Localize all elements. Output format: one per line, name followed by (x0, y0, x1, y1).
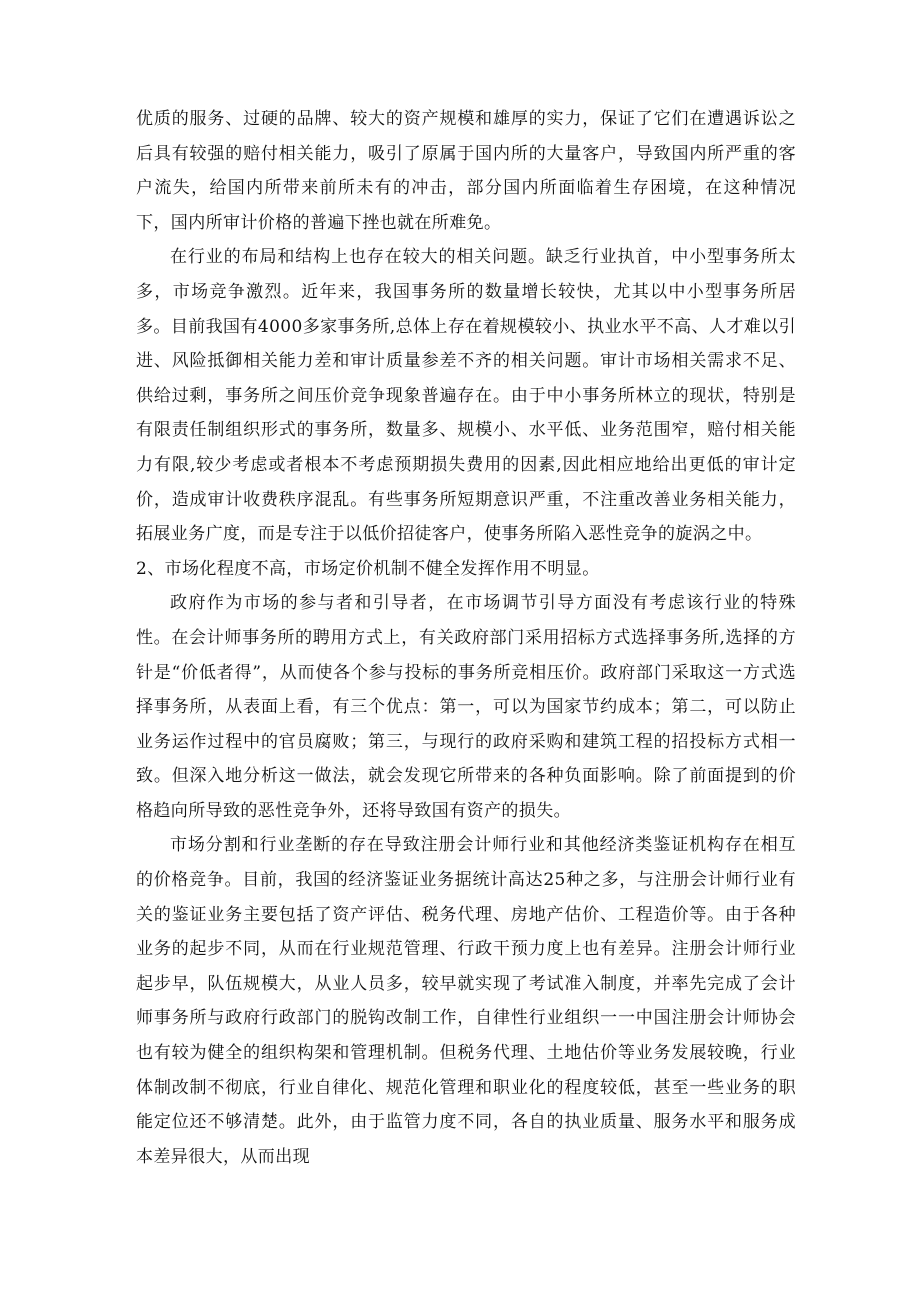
paragraph-1: 优质的服务、过硬的品牌、较大的资产规模和雄厚的实力，保证了它们在遭遇诉讼之后具有较强的赔付相关能力，吸引了原属于国内所的大量客户，导致国内所严重的客户流失，给国内所带来前所未有的冲击，部分国内所面临着生存困境，在这种情况下，国内所审计价格的普遍下挫也就在所难免。 (136, 109, 796, 233)
document-body (136, 102, 796, 1174)
paragraph-4: 市场分割和行业垄断的存在导致注册会计师行业和其他经济类鉴证机构存在相互的价格竞争。目前，我国的经济鉴证业务据统计高达25种之多，与注册会计师行业有关的鉴证业务主要包括了资产评估、税务代理、房地产估价、工程造价等。由于各种业务的起步不同，从而在行业规范管理、行政干预力度上也有差异。注册会计师行业起步早，队伍规模大，从业人员多，较早就实现了考试准入制度，并率先完成了会计师事务所与政府行政部门的脱钩改制工作，自律性行业组织一一中国注册会计师协会也有较为健全的组织构架和管理机制。但税务代理、土地估价等业务发展较晚，行业体制改制不彻底，行业自律化、规范化管理和职业化的程度较低，甚至一些业务的职能定位还不够清楚。此外，由于监管力度不同，各自的执业质量、服务水平和服务成本差异很大，从而出现 (136, 835, 796, 1167)
paragraph-2: 在行业的布局和结构上也存在较大的相关问题。缺乏行业执首，中小型事务所太多，市场竞争激烈。近年来，我国事务所的数量增长较快，尤其以中小型事务所居多。目前我国有4000多家事务所,总体上存在着规模较小、执业水平不高、人才难以引进、风险抵御相关能力差和审计质量参差不齐的相关问题。审计市场相关需求不足、供给过剩，事务所之间压价竞争现象普遍存在。由于中小事务所林立的现状，特别是有限责任制组织形式的事务所，数量多、规模小、水平低、业务范围窄，赔付相关能力有限,较少考虑或者根本不考虑预期损失费用的因素,因此相应地给出更低的审计定价，造成审计收费秩序混乱。有些事务所短期意识严重，不注重改善业务相关能力，拓展业务广度，而是专注于以低价招徒客户，使事务所陷入恶性竞争的旋涡之中。 (136, 247, 796, 545)
section-heading: 2、市场化程度不高，市场定价机制不健全发挥作用不明显。 (136, 558, 600, 579)
paragraph-3: 政府作为市场的参与者和引导者，在市场调节引导方面没有考虑该行业的特殊性。在会计师事务所的聘用方式上，有关政府部门采用招标方式选择事务所,选择的方针是“价低者得”，从而使各个参与投标的事务所竞相压价。政府部门采取这一方式选择事务所，从表面上看，有三个优点：第一，可以为国家节约成本；第二，可以防止业务运作过程中的官员腐败；第三，与现行的政府采购和建筑工程的招投标方式相一致。但深入地分析这一做法，就会发现它所带来的各种负面影响。除了前面提到的价格趋向所导致的恶性竞争外，还将导致国有资产的损失。 (136, 593, 796, 821)
